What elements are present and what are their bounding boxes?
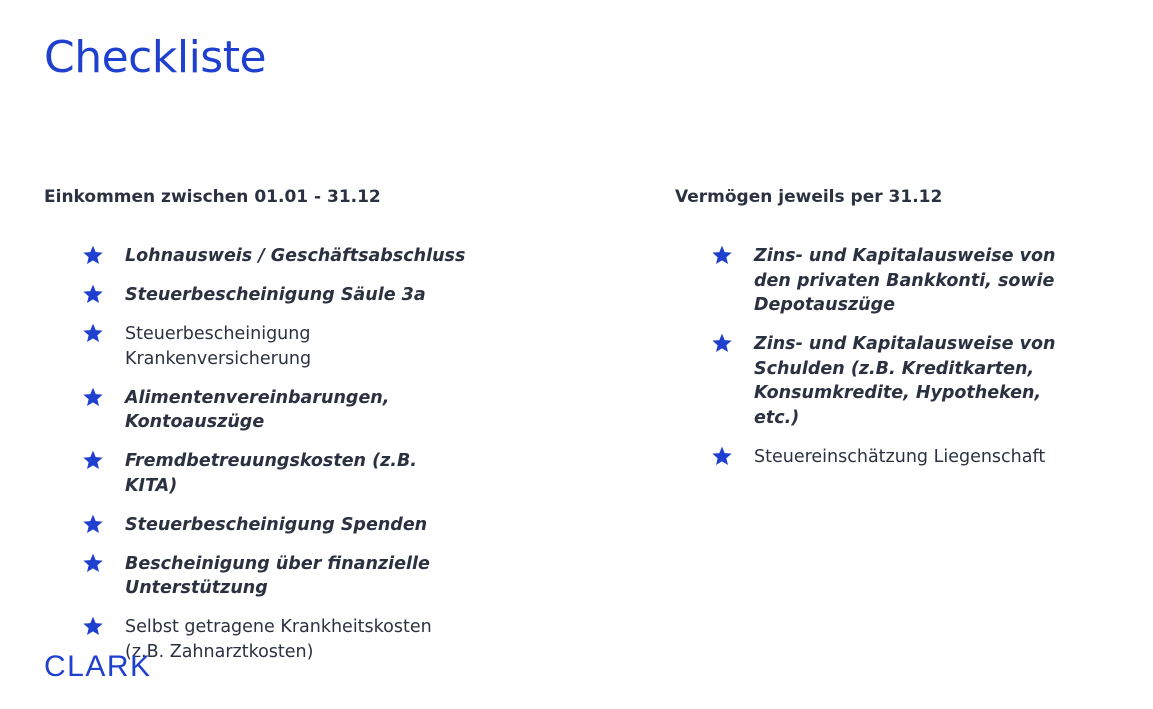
- star-icon: [711, 244, 733, 266]
- checklist-item: [711, 445, 1091, 470]
- star-icon: [82, 513, 104, 535]
- star-icon: [82, 283, 104, 305]
- checklist-item: [82, 552, 472, 601]
- checklist-item: [711, 332, 1091, 430]
- checklist-item: [82, 244, 472, 269]
- page-title: Checkliste: [44, 32, 267, 83]
- checklist-item-text: Steuerbescheinigung Krankenversicherung: [125, 324, 312, 369]
- star-icon: [711, 445, 733, 467]
- star-icon: [82, 449, 104, 471]
- clark-logo-text: CLARK: [44, 651, 152, 681]
- checklist-item-text: Steuereinschätzung Liegenschaft: [754, 446, 1046, 467]
- checklist-item: [82, 513, 472, 538]
- income-column: [44, 184, 514, 662]
- checklist-item-text: Bescheinigung über finanzielle Unterstützung: [125, 553, 430, 598]
- checklist-item-text: Steuerbescheinigung Säule 3a: [125, 285, 426, 305]
- checklist-item-text: Zins- und Kapitalausweise von den privaten Bankkonti, sowie Depotauszüge: [754, 246, 1056, 315]
- checklist-item-text: Selbst getragene Krankheitskosten (z.B. Zahnarztkosten): [125, 617, 432, 662]
- checklist-item: [82, 322, 472, 371]
- checklist-item: [82, 386, 472, 435]
- clark-logo-mark: [44, 651, 164, 681]
- assets-column: [675, 184, 1115, 467]
- star-icon: [82, 552, 104, 574]
- star-icon: [82, 386, 104, 408]
- checklist-item-text: Alimentenvereinbarungen, Kontoauszüge: [125, 387, 390, 432]
- assets-checklist: [711, 244, 1091, 484]
- checklist-item-text: Steuerbescheinigung Spenden: [125, 514, 428, 535]
- star-icon: [82, 244, 104, 266]
- checklist-item-text: Zins- und Kapitalausweise von Schulden (z.B. Kreditkarten, Konsumkredite, Hypotheken, etc.): [754, 334, 1056, 428]
- star-icon: [82, 322, 104, 344]
- checklist-item-text: Lohnausweis / Geschäftsabschluss: [125, 246, 466, 266]
- income-heading: Einkommen zwischen 01.01 - 31.12: [44, 187, 381, 207]
- checklist-item: [82, 283, 472, 308]
- clark-logo: [44, 651, 164, 681]
- income-checklist: [82, 244, 472, 679]
- star-icon: [82, 615, 104, 637]
- star-icon: [711, 332, 733, 354]
- checklist-item: [711, 244, 1091, 318]
- checklist-item: [82, 449, 472, 498]
- assets-heading: Vermögen jeweils per 31.12: [675, 187, 943, 207]
- checklist-item-text: Fremdbetreuungskosten (z.B. KITA): [125, 451, 417, 496]
